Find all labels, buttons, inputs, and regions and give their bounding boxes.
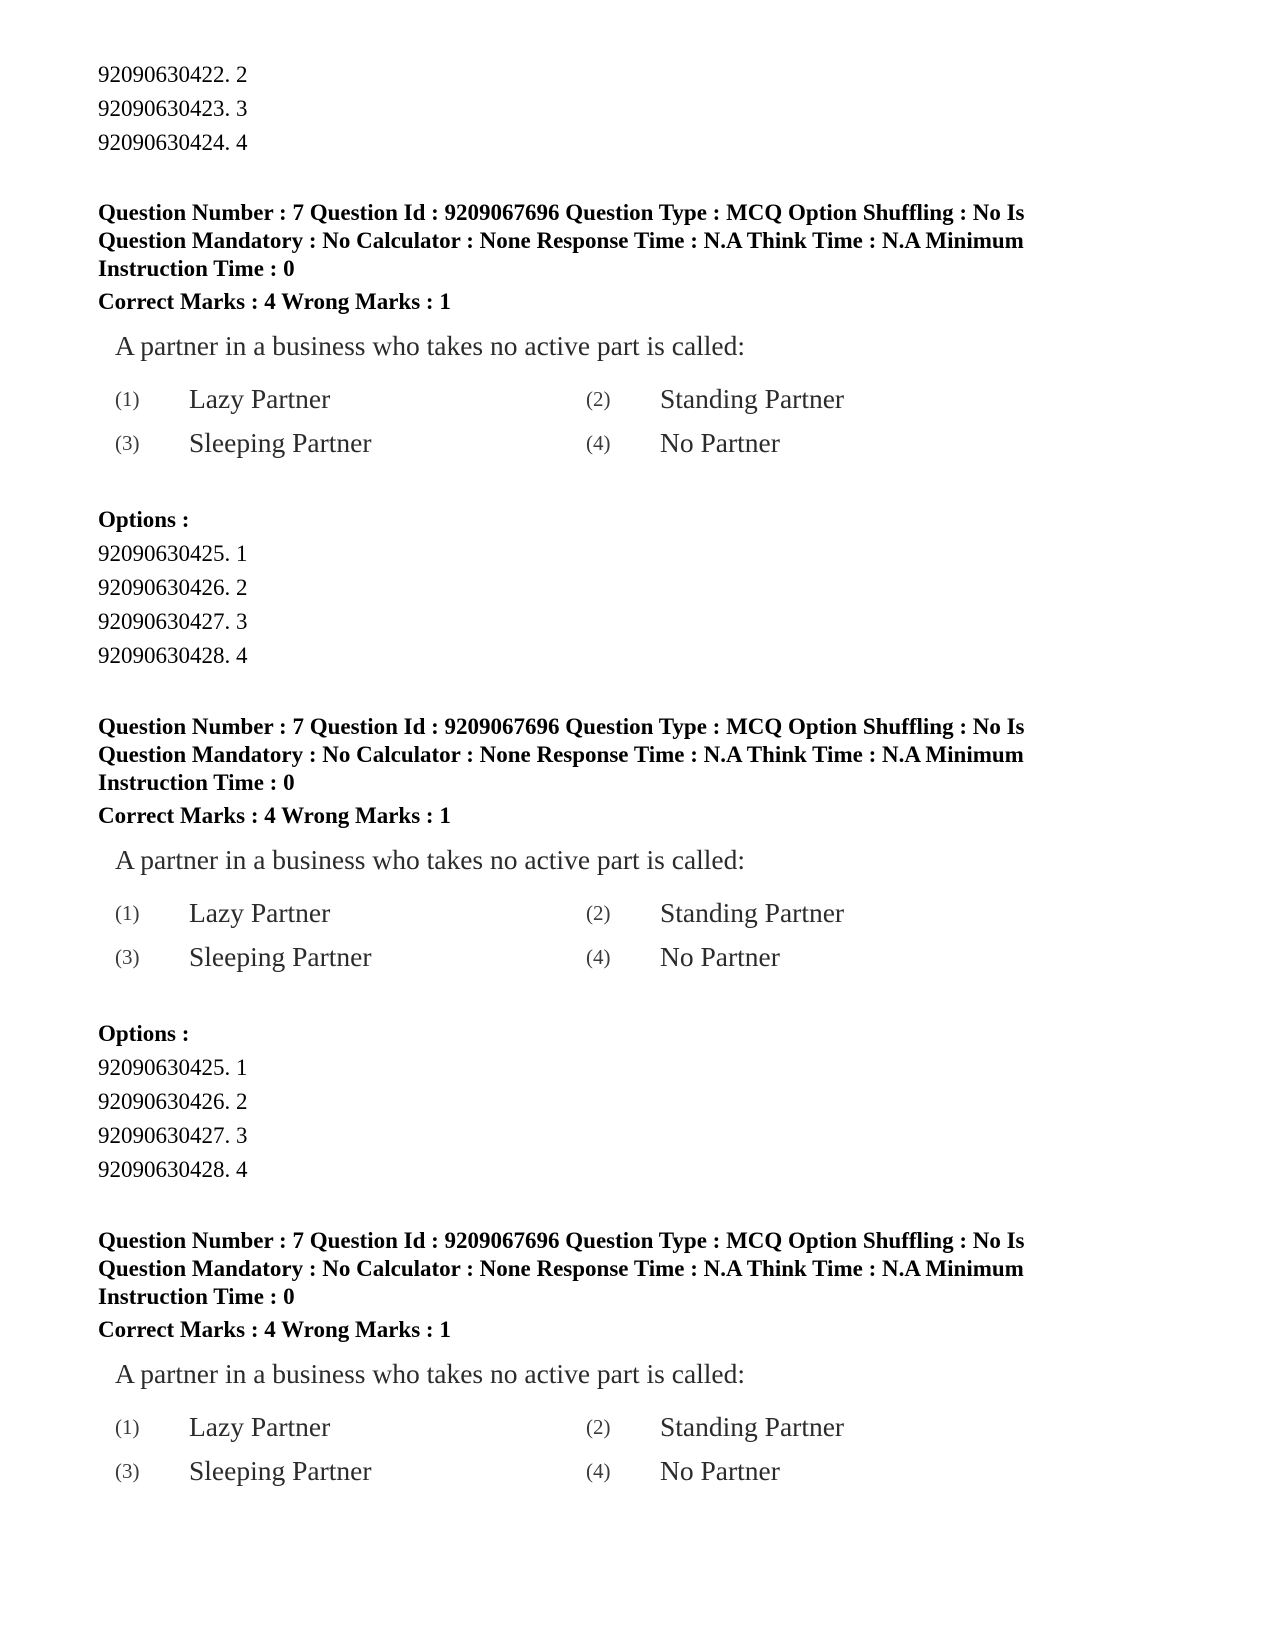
question-image-text <box>98 841 1178 979</box>
question-meta-line: Question Number : 7 Question Id : 9209067696 Question Type : MCQ Option Shuffling : No Is <box>98 1228 1025 1253</box>
choice <box>115 427 586 459</box>
choice-label: Sleeping Partner <box>189 1455 372 1486</box>
question-meta-line: Question Mandatory : No Calculator : None Response Time : N.A Think Time : N.A Minimum <box>98 228 1024 253</box>
choices-row <box>115 421 1178 465</box>
choices-grid <box>115 1405 1178 1493</box>
choices-row <box>115 377 1178 421</box>
choice-label: No Partner <box>660 1455 780 1486</box>
choice-number: (3) <box>115 1458 140 1483</box>
choice-label: Sleeping Partner <box>189 427 372 458</box>
choice-number: (2) <box>586 386 611 411</box>
choice-number: (4) <box>586 430 611 455</box>
question-block <box>98 713 1178 1187</box>
choice-label: Standing Partner <box>660 383 845 414</box>
question-block <box>98 1227 1178 1493</box>
choice-label: No Partner <box>660 941 780 972</box>
option-line: 92090630423. 3 <box>98 96 248 121</box>
option-line: 92090630426. 2 <box>98 575 248 600</box>
choice-label: Lazy Partner <box>189 897 331 928</box>
option-line: 92090630425. 1 <box>98 1055 248 1080</box>
choice <box>115 1455 586 1487</box>
question-text: A partner in a business who takes no active part is called: <box>115 330 746 361</box>
question-meta-line: Question Mandatory : No Calculator : None Response Time : N.A Think Time : N.A Minimum <box>98 1256 1024 1281</box>
choice-label: Sleeping Partner <box>189 941 372 972</box>
question-meta-line: Instruction Time : 0 <box>98 256 295 281</box>
question-meta-line: Instruction Time : 0 <box>98 770 295 795</box>
choices-row <box>115 1405 1178 1449</box>
choice <box>586 897 1057 929</box>
choice-label: Standing Partner <box>660 897 845 928</box>
option-line: 92090630428. 4 <box>98 1157 248 1182</box>
question-image-text <box>98 327 1178 465</box>
question-image-text <box>98 1355 1178 1493</box>
top-options-list <box>98 58 1178 160</box>
choice-label: No Partner <box>660 427 780 458</box>
question-meta-line: Question Number : 7 Question Id : 9209067696 Question Type : MCQ Option Shuffling : No Is <box>98 714 1025 739</box>
choice-number: (3) <box>115 430 140 455</box>
question-meta-line: Question Number : 7 Question Id : 9209067696 Question Type : MCQ Option Shuffling : No Is <box>98 200 1025 225</box>
choice <box>586 941 1057 973</box>
choice <box>586 1455 1057 1487</box>
marks-line: Correct Marks : 4 Wrong Marks : 1 <box>98 1317 451 1342</box>
choice-label: Standing Partner <box>660 1411 845 1442</box>
choice-number: (1) <box>115 1414 140 1439</box>
choices-row <box>115 891 1178 935</box>
document-page <box>98 58 1178 1493</box>
choice-label: Lazy Partner <box>189 383 331 414</box>
option-line: 92090630426. 2 <box>98 1089 248 1114</box>
choice <box>115 941 586 973</box>
option-line: 92090630422. 2 <box>98 62 248 87</box>
option-line: 92090630424. 4 <box>98 130 248 155</box>
choice-number: (4) <box>586 1458 611 1483</box>
question-meta-line: Question Mandatory : No Calculator : None Response Time : N.A Think Time : N.A Minimum <box>98 742 1024 767</box>
option-line: 92090630427. 3 <box>98 1123 248 1148</box>
choice-number: (2) <box>586 1414 611 1439</box>
question-text: A partner in a business who takes no active part is called: <box>115 844 746 875</box>
choice-label: Lazy Partner <box>189 1411 331 1442</box>
option-line: 92090630428. 4 <box>98 643 248 668</box>
choice-number: (1) <box>115 386 140 411</box>
choices-row <box>115 935 1178 979</box>
choices-grid <box>115 377 1178 465</box>
choice <box>115 1411 586 1443</box>
choice-number: (1) <box>115 900 140 925</box>
question-block <box>98 199 1178 673</box>
choices-row <box>115 1449 1178 1493</box>
choice <box>115 897 586 929</box>
question-meta-line: Instruction Time : 0 <box>98 1284 295 1309</box>
question-text: A partner in a business who takes no active part is called: <box>115 1358 746 1389</box>
choice <box>586 383 1057 415</box>
choice-number: (2) <box>586 900 611 925</box>
choice-number: (3) <box>115 944 140 969</box>
marks-line: Correct Marks : 4 Wrong Marks : 1 <box>98 289 451 314</box>
choice-number: (4) <box>586 944 611 969</box>
option-line: 92090630427. 3 <box>98 609 248 634</box>
marks-line: Correct Marks : 4 Wrong Marks : 1 <box>98 803 451 828</box>
choice <box>115 383 586 415</box>
choices-grid <box>115 891 1178 979</box>
option-line: 92090630425. 1 <box>98 541 248 566</box>
choice <box>586 427 1057 459</box>
choice <box>586 1411 1057 1443</box>
options-heading: Options : <box>98 1021 190 1046</box>
options-heading: Options : <box>98 507 190 532</box>
